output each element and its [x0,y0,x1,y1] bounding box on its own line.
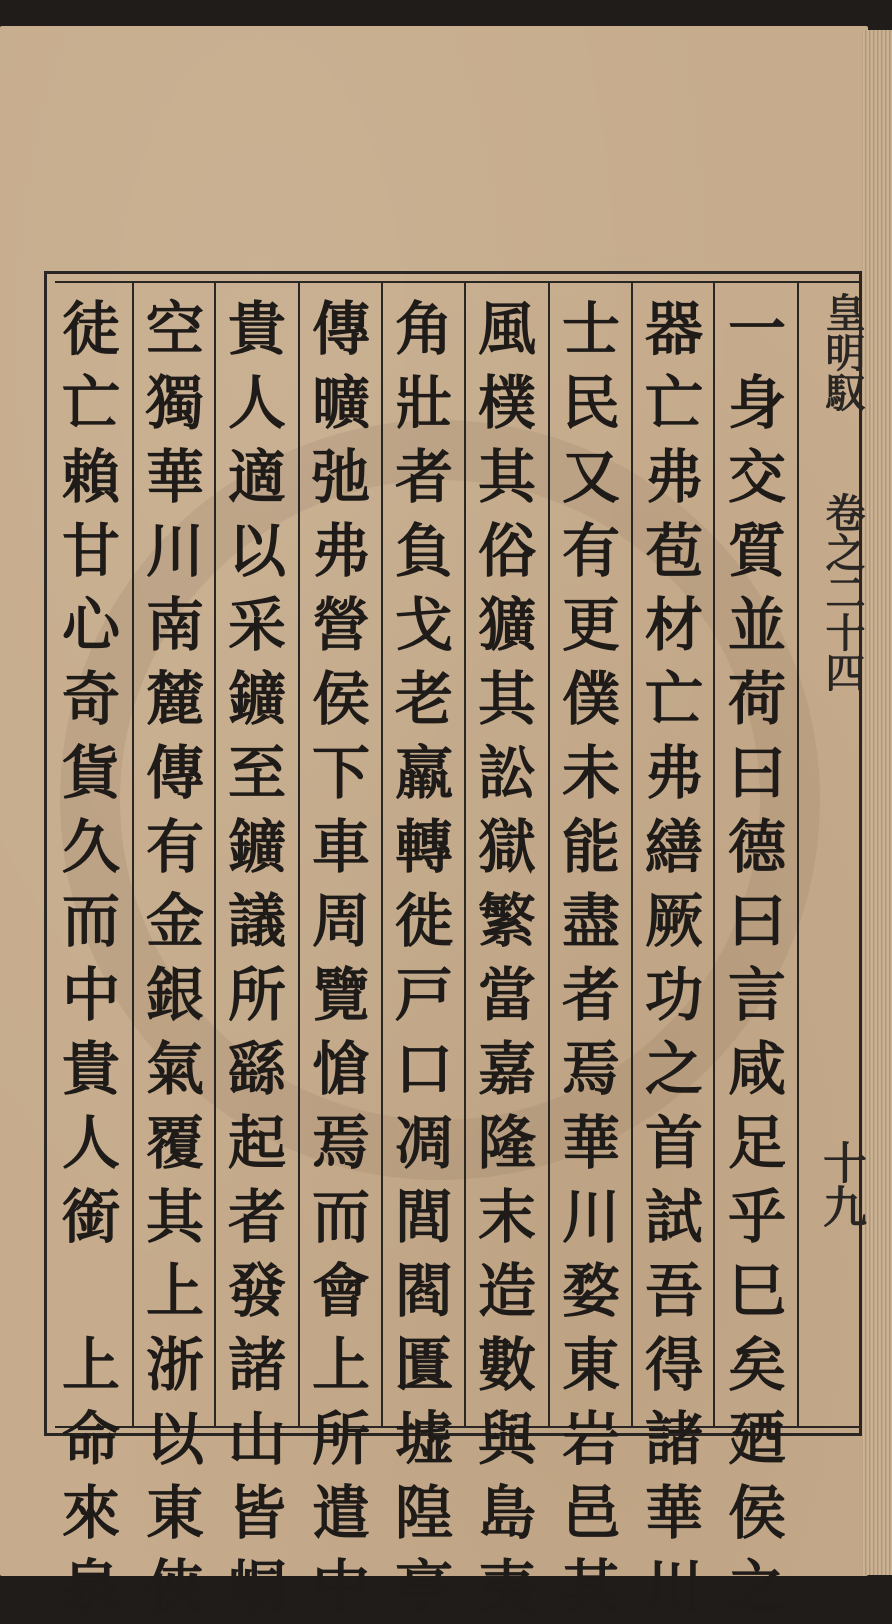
glyph: 久 [61,813,120,881]
glyph: 傳 [145,739,204,807]
glyph: 所 [311,1405,370,1473]
glyph: 樸 [477,369,536,437]
glyph: 並 [727,591,786,659]
glyph: 獷 [477,591,536,659]
glyph: 上 [145,1257,204,1325]
glyph: 吾 [644,1257,703,1325]
glyph: 有 [145,813,204,881]
glyph: 麓 [145,665,204,733]
glyph: 上 [61,1331,120,1399]
glyph: 所 [227,961,286,1029]
glyph: 與 [477,1405,536,1473]
glyph: 材 [644,591,703,659]
glyph: 以 [145,1405,204,1473]
glyph: 華 [644,1479,703,1547]
glyph: 僕 [561,665,620,733]
glyph: 訟 [477,739,536,807]
glyph: 士 [561,295,620,363]
glyph: 曰 [727,739,786,807]
margin-volume-text: 卷之二十四 [819,492,866,692]
glyph: 苞 [644,517,703,585]
text-column-5 [383,292,465,1624]
glyph: 繇 [227,1035,286,1103]
glyph: 營 [311,591,370,659]
glyph: 隍 [394,1479,453,1547]
glyph: 其 [477,443,536,511]
glyph: 者 [394,443,453,511]
glyph: 羸 [394,739,453,807]
text-column-7 [216,292,298,1624]
glyph: 車 [311,813,370,881]
glyph: 侯 [311,665,370,733]
glyph: 侯 [727,1479,786,1547]
glyph: 銜 [61,1183,120,1251]
glyph: 德 [727,813,786,881]
margin-book-title [812,292,872,692]
glyph: 質 [727,517,786,585]
glyph: 浙 [145,1331,204,1399]
glyph: 東 [561,1331,620,1399]
glyph: 亡 [644,369,703,437]
glyph: 角 [394,295,453,363]
glyph: 空 [145,295,204,363]
glyph: 下 [311,739,370,807]
glyph: 弛 [311,443,370,511]
glyph: 試 [644,1183,703,1251]
glyph [62,1254,120,1328]
glyph: 其 [561,1553,620,1621]
glyph: 曰 [727,887,786,955]
glyph: 數 [477,1331,536,1399]
glyph: 覽 [311,961,370,1029]
glyph: 首 [644,1109,703,1177]
glyph: 俗 [477,517,536,585]
glyph: 中 [61,961,120,1029]
glyph: 末 [477,1183,536,1251]
glyph: 諸 [644,1405,703,1473]
glyph: 而 [311,1183,370,1251]
glyph: 功 [644,961,703,1029]
glyph: 議 [227,887,286,955]
glyph: 者 [561,961,620,1029]
glyph: 來 [61,1479,120,1547]
glyph: 而 [61,887,120,955]
glyph: 能 [561,813,620,881]
glyph: 匱 [394,1331,453,1399]
glyph: 川 [561,1183,620,1251]
glyph: 造 [477,1257,536,1325]
glyph: 言 [727,961,786,1029]
glyph: 婺 [561,1257,620,1325]
glyph: 弗 [311,517,370,585]
glyph: 風 [477,295,536,363]
glyph: 盡 [561,887,620,955]
glyph: 厥 [644,887,703,955]
glyph: 適 [227,443,286,511]
glyph: 川 [145,517,204,585]
glyph: 金 [145,887,204,955]
glyph: 繕 [644,813,703,881]
glyph: 采 [227,591,286,659]
glyph: 亡 [61,369,120,437]
text-column-2 [633,292,715,1624]
text-column-8 [134,292,216,1624]
glyph: 一 [727,295,786,363]
frame-inner-top-rule [55,281,862,283]
glyph: 諸 [227,1331,286,1399]
glyph: 焉 [311,1109,370,1177]
glyph: 亭 [394,1553,453,1621]
glyph: 隆 [477,1109,536,1177]
glyph: 負 [394,517,453,585]
glyph: 荷 [727,665,786,733]
glyph: 凋 [394,1109,453,1177]
glyph: 上 [311,1331,370,1399]
glyph: 曠 [311,369,370,437]
glyph: 岩 [561,1405,620,1473]
glyph: 夷 [477,1553,536,1621]
glyph: 南 [145,591,204,659]
glyph: 更 [561,591,620,659]
glyph: 矣 [727,1331,786,1399]
glyph: 又 [561,443,620,511]
glyph: 墟 [394,1405,453,1473]
page-edge [862,30,892,1575]
glyph: 獨 [145,369,204,437]
glyph: 戸 [394,961,453,1029]
glyph: 鑛 [227,813,286,881]
glyph: 覆 [145,1109,204,1177]
glyph: 愴 [311,1035,370,1103]
glyph: 泉 [61,1553,120,1621]
glyph: 命 [61,1405,120,1473]
glyph: 人 [61,1109,120,1177]
glyph: 乎 [727,1183,786,1251]
glyph: 之 [727,1553,786,1621]
margin-title-text: 皇明馭 [819,292,866,412]
glyph: 心 [61,591,120,659]
glyph: 賴 [61,443,120,511]
glyph: 山 [227,1405,286,1473]
glyph: 奇 [61,665,120,733]
glyph: 咸 [727,1035,786,1103]
glyph: 閭 [394,1183,453,1251]
glyph: 得 [644,1331,703,1399]
glyph: 會 [311,1257,370,1325]
glyph: 弗 [644,443,703,511]
glyph: 口 [394,1035,453,1103]
glyph: 繁 [477,887,536,955]
glyph: 中 [311,1553,370,1621]
glyph: 發 [227,1257,286,1325]
glyph: 人 [227,369,286,437]
glyph: 獄 [477,813,536,881]
glyph: 其 [477,665,536,733]
glyph: 當 [477,961,536,1029]
glyph: 有 [561,517,620,585]
glyph: 遣 [311,1479,370,1547]
glyph: 華 [145,443,204,511]
glyph: 嘉 [477,1035,536,1103]
glyph: 東 [145,1479,204,1547]
glyph: 廼 [727,1405,786,1473]
glyph: 銀 [145,961,204,1029]
glyph: 島 [477,1479,536,1547]
glyph: 足 [727,1109,786,1177]
glyph: 以 [227,517,286,585]
glyph: 至 [227,739,286,807]
glyph: 老 [394,665,453,733]
glyph: 身 [727,369,786,437]
glyph: 徙 [394,887,453,955]
text-column-9 [50,292,132,1624]
glyph: 巳 [727,1257,786,1325]
glyph: 皆 [227,1479,286,1547]
glyph: 峒 [227,1553,286,1621]
glyph: 起 [227,1109,286,1177]
glyph: 貨 [61,739,120,807]
glyph: 甘 [61,517,120,585]
glyph: 徒 [61,295,120,363]
glyph: 川 [644,1553,703,1621]
margin-page-number: 十九 [815,1140,866,1228]
glyph: 邑 [561,1479,620,1547]
glyph: 華 [561,1109,620,1177]
glyph: 轉 [394,813,453,881]
text-column-1 [716,292,798,1624]
glyph: 者 [227,1183,286,1251]
glyph: 民 [561,369,620,437]
text-column-4 [466,292,548,1624]
text-column-6 [300,292,382,1624]
glyph: 壯 [394,369,453,437]
glyph: 閻 [394,1257,453,1325]
glyph: 貴 [61,1035,120,1103]
glyph: 之 [644,1035,703,1103]
text-column-3 [550,292,632,1624]
glyph: 俠 [145,1553,204,1621]
glyph: 焉 [561,1035,620,1103]
glyph: 器 [644,295,703,363]
glyph: 交 [727,443,786,511]
glyph: 周 [311,887,370,955]
glyph: 貴 [227,295,286,363]
glyph: 傳 [311,295,370,363]
glyph: 鑛 [227,665,286,733]
glyph: 未 [561,739,620,807]
glyph: 亡 [644,665,703,733]
glyph: 其 [145,1183,204,1251]
glyph: 氣 [145,1035,204,1103]
glyph: 弗 [644,739,703,807]
glyph: 戈 [394,591,453,659]
